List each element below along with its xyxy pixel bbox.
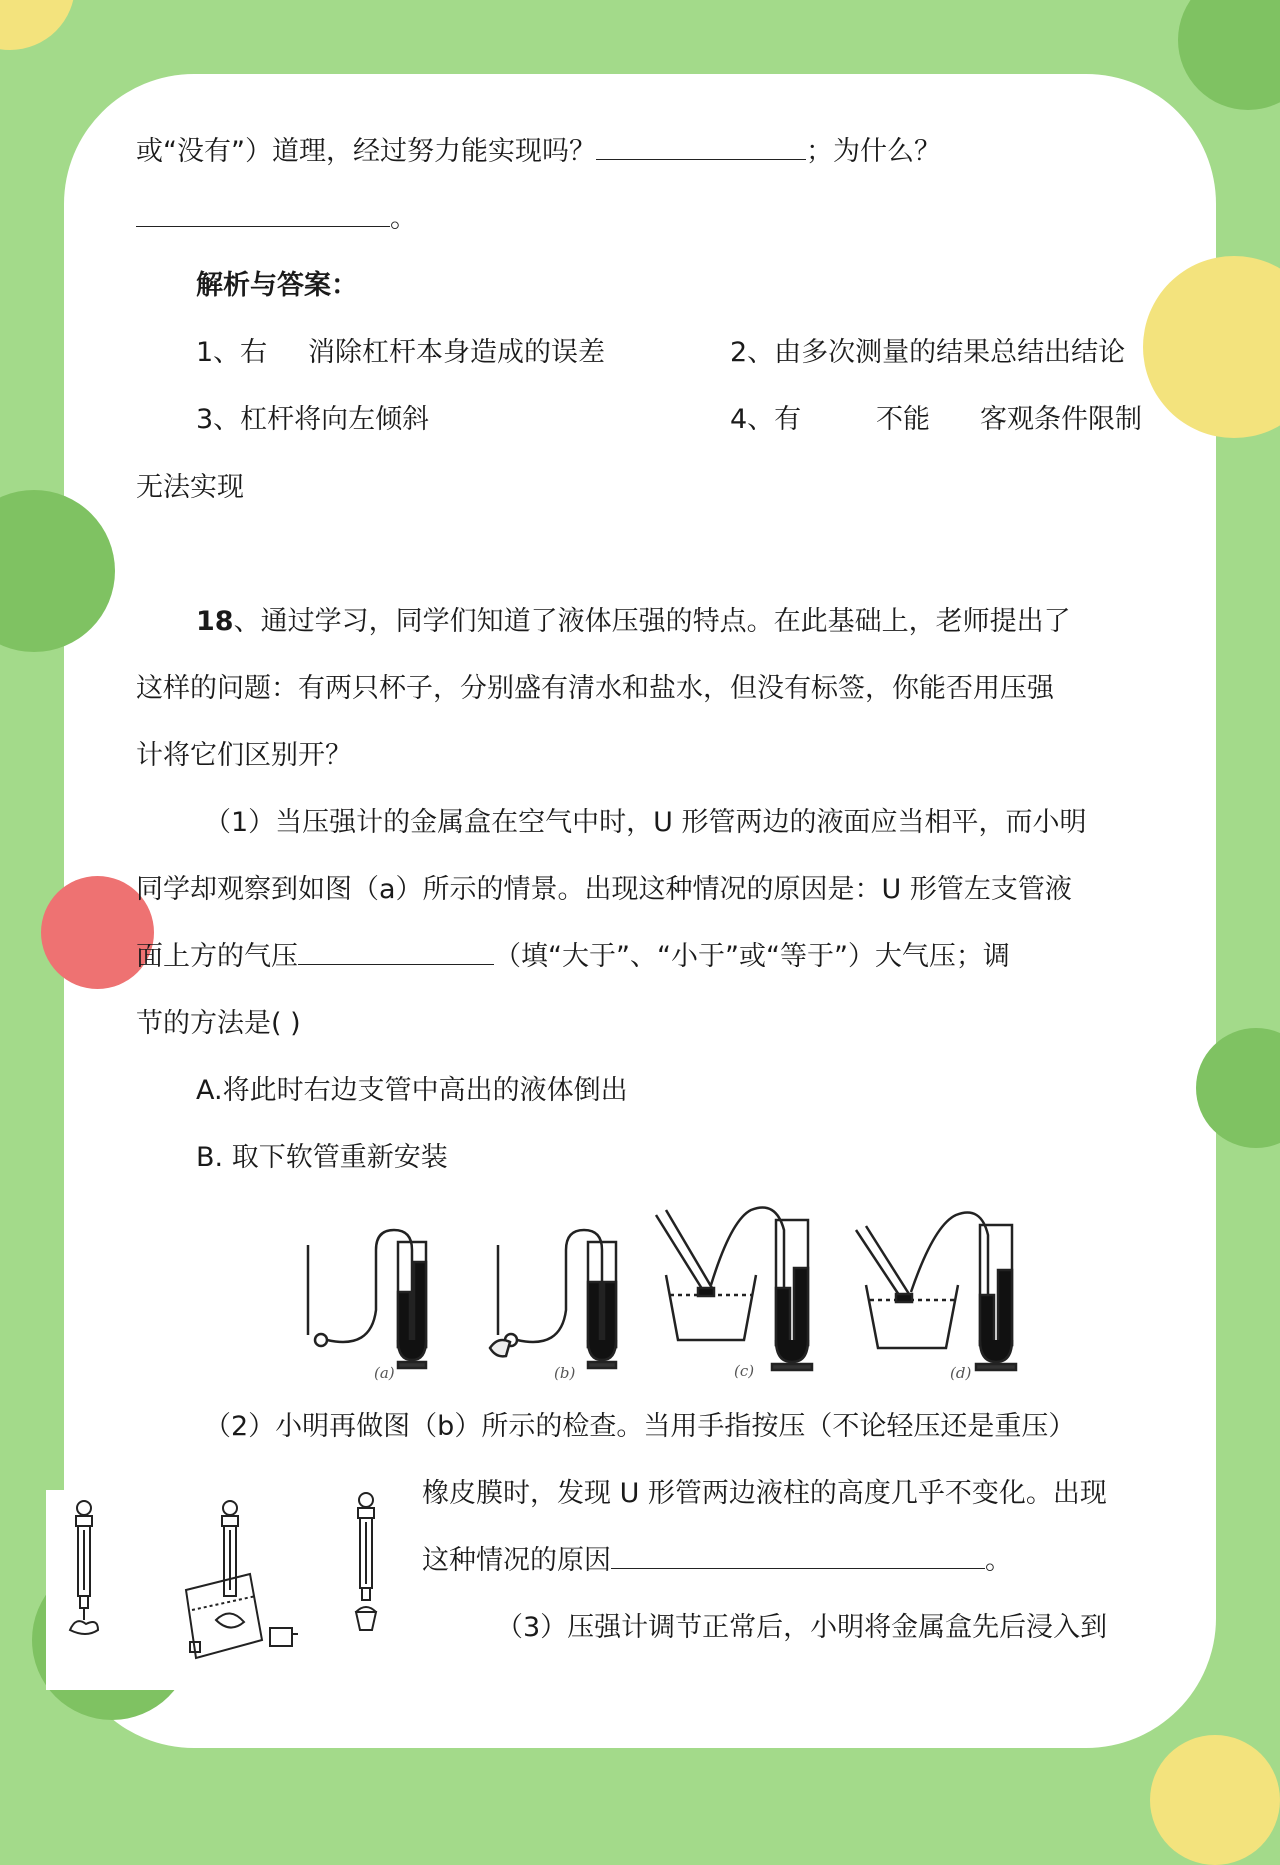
q18-sub1-line-3	[136, 940, 1162, 974]
answer-3: 3、杠杆将向左倾斜	[196, 404, 430, 435]
q18-line-2: 这样的问题：有两只杯子，分别盛有清水和盐水，但没有标签，你能否用压强	[136, 673, 1054, 704]
q18-sub1-text-a: 面上方的气压	[136, 941, 298, 972]
answer-1-text: 消除杠杆本身造成的误差	[308, 337, 605, 368]
q18-sub2-period: 。	[985, 1545, 1012, 1576]
q18-line-3: 计将它们区别开？	[136, 740, 352, 771]
q18-sub1-text-b: （填“大于”、“小于”或“等于”）大气压；调	[494, 941, 1010, 972]
q18-sub1-line-4: 节的方法是( )	[136, 1008, 301, 1039]
decor-yellow-circle-top-left	[0, 0, 75, 50]
answer-4-num: 4、有	[730, 404, 802, 435]
figure-label-a: (a)	[374, 1364, 395, 1382]
q18-sub3-line-1: （3）压强计调节正常后，小明将金属盒先后浸入到	[496, 1612, 1108, 1643]
intro-text-b: ；为什么？	[805, 136, 941, 167]
q18-sub2-line-3	[422, 1544, 1162, 1578]
option-a: A.将此时右边支管中高出的液体倒出	[196, 1075, 628, 1106]
figure-label-d: (d)	[950, 1364, 972, 1382]
q18-sub1-line-1: （1）当压强计的金属盒在空气中时，U 形管两边的液面应当相平，而小明	[204, 807, 1087, 838]
answer-4-continued: 无法实现	[136, 472, 244, 503]
answer-blank-1[interactable]	[596, 135, 806, 160]
answer-blank-4[interactable]	[611, 1544, 985, 1569]
q18-sub2-line-1: （2）小明再做图（b）所示的检查。当用手指按压（不论轻压还是重压）	[204, 1411, 1076, 1442]
manometer-figure	[286, 1200, 1066, 1385]
q18-sub2-line-2: 橡皮膜时，发现 U 形管两边液柱的高度几乎不变化。出现	[422, 1478, 1107, 1509]
q18-sub1-line-2: 同学却观察到如图（a）所示的情景。出现这种情况的原因是：U 形管左支管液	[136, 874, 1072, 905]
answer-2: 2、由多次测量的结果总结出结论	[730, 337, 1126, 368]
answers-title: 解析与答案：	[196, 270, 358, 301]
figure-label-c: (c)	[734, 1362, 755, 1380]
intro-period: 。	[390, 203, 417, 234]
intro-line-2	[136, 202, 1162, 236]
answer-blank-2[interactable]	[136, 202, 390, 227]
q18-text-1: 、通过学习，同学们知道了液体压强的特点。在此基础上，老师提出了	[233, 606, 1071, 637]
answer-4-c: 客观条件限制	[980, 404, 1142, 435]
option-b: B. 取下软管重新安装	[196, 1142, 448, 1173]
answer-1-num: 1、右	[196, 337, 268, 368]
answer-4-b: 不能	[876, 404, 930, 435]
answer-blank-3[interactable]	[298, 940, 494, 965]
intro-line-1	[136, 135, 1162, 169]
decor-green-circle-top-right	[1178, 0, 1280, 110]
decor-yellow-circle-bottom-right	[1150, 1735, 1280, 1865]
intro-text-a: 或“没有”）道理，经过努力能实现吗？	[136, 136, 596, 167]
figure-label-b: (b)	[554, 1364, 576, 1382]
q18-number: 18	[196, 606, 234, 637]
syringe-figure	[46, 1490, 416, 1690]
q18-line-1	[196, 605, 1222, 639]
q18-sub2-text-a: 这种情况的原因	[422, 1545, 611, 1576]
